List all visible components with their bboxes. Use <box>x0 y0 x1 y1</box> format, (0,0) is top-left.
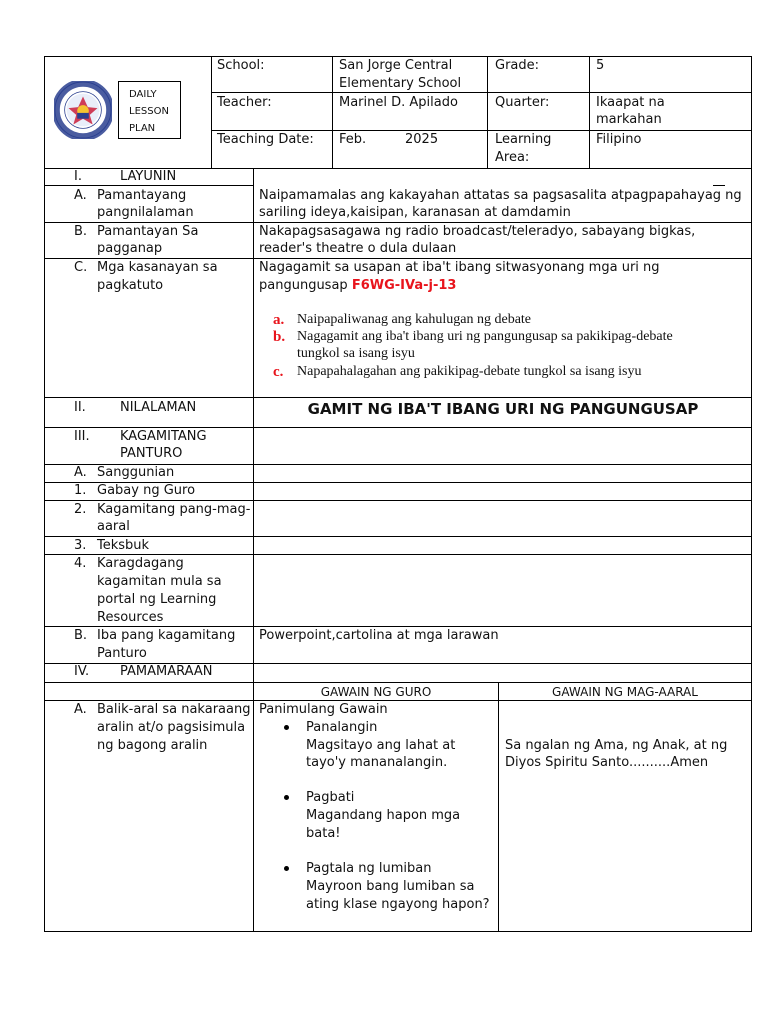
nilalaman-heading: NILALAMAN <box>120 400 197 415</box>
teaching-date-label: Teaching Date: <box>217 132 314 147</box>
kagamitan-heading-line1: KAGAMITANG <box>120 429 207 444</box>
iba-pang-label-line2: Panturo <box>97 646 147 661</box>
pagtala-line1: Mayroon bang lumiban sa <box>306 879 475 894</box>
learning-area-value: Filipino <box>596 132 642 147</box>
objective-c-text: Napapahalagahan ang pakikipag-debate tungkol sa isang isyu <box>297 364 642 379</box>
row-c-num: C. <box>74 260 88 275</box>
student-response-line1: Sa ngalan ng Ama, ng Anak, at ng <box>505 738 728 753</box>
karagdagang-label-line4: Resources <box>97 610 164 625</box>
row-a-label-line1: Pamantayang <box>97 188 187 203</box>
school-value-line2: Elementary School <box>339 76 462 91</box>
quarter-value-line1: Ikaapat na <box>596 95 665 110</box>
lesson-topic-title: GAMIT NG IBA'T IBANG URI NG PANGUNGUSAP <box>307 400 699 418</box>
panalangin-line2: tayo'y mananalangin. <box>306 755 448 770</box>
panimulang-gawain-label: Panimulang Gawain <box>259 702 388 717</box>
section-num-ii: II. <box>74 400 86 415</box>
col-head-gawain-ng-mag-aaral: GAWAIN NG MAG-AARAL <box>552 685 698 699</box>
row-a-label-line2: pangnilalaman <box>97 205 194 220</box>
pagtala-line2: ating klase ngayong hapon? <box>306 897 490 912</box>
activity-row-a-num: A. <box>74 702 87 717</box>
row-a-num: A. <box>74 188 87 203</box>
row-a-value-line2: sariling ideya,kaisipan, karanasan at damdamin <box>259 205 571 220</box>
pang-mag-aaral-label-line2: aaral <box>97 519 130 534</box>
row-b-num: B. <box>74 224 88 239</box>
col-head-gawain-ng-guro: GAWAIN NG GURO <box>320 685 432 699</box>
pamamaraan-heading: PAMAMARAAN <box>120 664 213 679</box>
bullet-icon <box>284 866 289 871</box>
karagdagang-label-line1: Karagdagang <box>97 556 184 571</box>
section-num-iv: IV. <box>74 664 90 679</box>
karagdagang-label-line3: portal ng Learning <box>97 592 217 607</box>
learning-area-label-line1: Learning <box>495 132 552 147</box>
row-b-label-line1: Pamantayan Sa <box>97 224 199 239</box>
teaching-date-month: Feb. <box>339 132 367 147</box>
objective-b-text-line1: Nagagamit ang iba't ibang uri ng pangungusap sa pakikipag-debate <box>297 329 673 344</box>
row-c-value-line1: Nagagamit sa usapan at iba't ibang sitwasyonang mga uri ng <box>259 260 660 275</box>
row-c-label-line2: pagkatuto <box>97 278 164 293</box>
objective-a-letter: a. <box>273 312 285 328</box>
competency-code: F6WG-IVa-j-13 <box>351 278 457 293</box>
quarter-value-line2: markahan <box>596 112 662 127</box>
school-value-line1: San Jorge Central <box>339 58 453 73</box>
row-b-value-line2: reader's theatre o dula dulaan <box>259 241 457 256</box>
deped-seal-icon <box>54 81 112 139</box>
student-response-line2: Diyos Spiritu Santo..........Amen <box>505 755 709 770</box>
section-num-i: I. <box>74 169 82 184</box>
row-b-value-line1: Nakapagsasagawa ng radio broadcast/teleradyo, sabayang bigkas, <box>259 224 696 239</box>
kagamitan-heading-line2: PANTURO <box>120 446 183 461</box>
activity-row-a-label-line3: ng bagong aralin <box>97 738 208 753</box>
pang-mag-aaral-num: 2. <box>74 502 87 517</box>
pagbati-line2: bata! <box>306 826 341 841</box>
grade-label: Grade: <box>495 58 540 73</box>
bullet-icon <box>284 795 289 800</box>
iba-pang-num: B. <box>74 628 88 643</box>
iba-pang-value: Powerpoint,cartolina at mga larawan <box>259 628 499 643</box>
teaching-date-year: 2025 <box>405 132 439 147</box>
pagbati-line1: Magandang hapon mga <box>306 808 461 823</box>
grade-value: 5 <box>596 58 605 73</box>
objective-c-letter: c. <box>273 364 284 380</box>
objective-b-letter: b. <box>273 329 286 345</box>
teksbuk-label: Teksbuk <box>97 538 150 553</box>
activity-row-a-label-line1: Balik-aral sa nakaraang <box>97 702 251 717</box>
gabay-num: 1. <box>74 483 87 498</box>
quarter-label: Quarter: <box>495 95 550 110</box>
row-c-label-line1: Mga kasanayan sa <box>97 260 218 275</box>
layunin-heading: LAYUNIN <box>120 169 177 184</box>
bullet-icon <box>284 725 289 730</box>
pagbati-title: Pagbati <box>306 790 355 805</box>
pang-mag-aaral-label-line1: Kagamitang pang-mag- <box>97 502 251 517</box>
teksbuk-num: 3. <box>74 538 87 553</box>
karagdagang-num: 4. <box>74 556 87 571</box>
learning-area-label-line2: Area: <box>495 150 530 165</box>
sanggunian-label: Sanggunian <box>97 465 175 480</box>
panalangin-line1: Magsitayo ang lahat at <box>306 738 456 753</box>
teacher-label: Teacher: <box>217 95 272 110</box>
gabay-label: Gabay ng Guro <box>97 483 196 498</box>
activity-row-a-label-line2: aralin at/o pagsisimula <box>97 720 246 735</box>
row-a-value-line1: Naipamamalas ang kakayahan attatas sa pagsasalita atpagpapahayag ng <box>259 188 742 203</box>
section-num-iii: III. <box>74 429 90 444</box>
pagtala-title: Pagtala ng lumiban <box>306 861 432 876</box>
iba-pang-label-line1: Iba pang kagamitang <box>97 628 236 643</box>
school-label: School: <box>217 58 265 73</box>
teacher-value: Marinel D. Apilado <box>339 95 458 110</box>
row-c-value-line2: pangungusap F6WG-IVa-j-13 <box>259 278 457 293</box>
objective-a-text: Naipapaliwanag ang kahulugan ng debate <box>297 312 532 327</box>
objective-b-text-line2: tungkol sa isang isyu <box>297 346 415 361</box>
daily-lesson-plan-label: DAILY LESSON PLAN <box>118 81 181 139</box>
karagdagang-label-line2: kagamitan mula sa <box>97 574 222 589</box>
row-b-label-line2: pagganap <box>97 241 163 256</box>
panalangin-title: Panalangin <box>306 720 378 735</box>
sanggunian-num: A. <box>74 465 87 480</box>
